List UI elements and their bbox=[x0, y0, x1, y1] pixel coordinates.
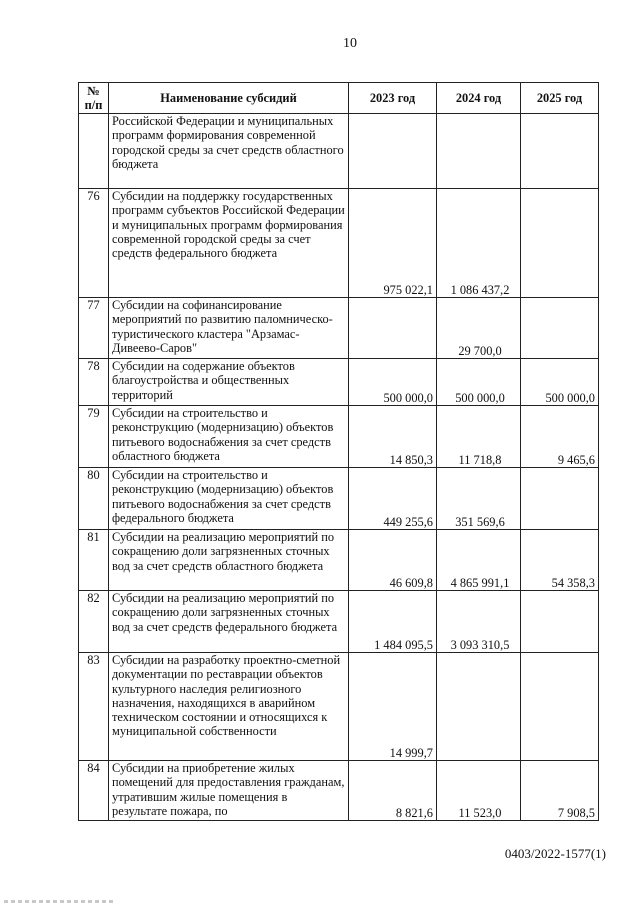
row-2025: 54 358,3 bbox=[521, 530, 599, 591]
row-name: Субсидии на приобретение жилых помещений для предоставления гражданам, утратившим жилые помещения в результате пожара, по bbox=[109, 761, 349, 821]
row-2024 bbox=[437, 114, 521, 189]
page-number: 10 bbox=[343, 36, 357, 51]
table-row bbox=[79, 761, 599, 821]
row-2024 bbox=[437, 653, 521, 761]
row-2025 bbox=[521, 653, 599, 761]
row-name: Субсидии на реализацию мероприятий по сокращению доли загрязненных сточных вод за счет средств федерального бюджета bbox=[109, 591, 349, 653]
table-row bbox=[79, 298, 599, 359]
row-2024: 500 000,0 bbox=[437, 359, 521, 406]
table-row bbox=[79, 468, 599, 530]
document-code: 0403/2022-1577(1) bbox=[504, 846, 606, 861]
table-row bbox=[79, 189, 599, 298]
row-num: 83 bbox=[79, 653, 109, 761]
row-num: 80 bbox=[79, 468, 109, 530]
row-2023: 14 999,7 bbox=[349, 653, 437, 761]
row-2023: 975 022,1 bbox=[349, 189, 437, 298]
row-2023: 8 821,6 bbox=[349, 761, 437, 821]
table-row bbox=[79, 359, 599, 406]
row-2024: 4 865 991,1 bbox=[437, 530, 521, 591]
header-2023: 2023 год bbox=[349, 83, 437, 114]
header-num: № п/п bbox=[79, 83, 109, 114]
row-num: 79 bbox=[79, 406, 109, 468]
row-2025 bbox=[521, 189, 599, 298]
row-num: 76 bbox=[79, 189, 109, 298]
row-name: Субсидии на строительство и реконструкцию (модернизацию) объектов питьевого водоснабжения за счет средств областного бюджета bbox=[109, 406, 349, 468]
row-2024: 29 700,0 bbox=[437, 298, 521, 359]
row-2023: 449 255,6 bbox=[349, 468, 437, 530]
row-2024: 11 523,0 bbox=[437, 761, 521, 821]
scan-edge-mark bbox=[4, 900, 114, 903]
row-2024: 11 718,8 bbox=[437, 406, 521, 468]
row-2025: 500 000,0 bbox=[521, 359, 599, 406]
row-2024: 1 086 437,2 bbox=[437, 189, 521, 298]
row-num: 77 bbox=[79, 298, 109, 359]
table-row bbox=[79, 530, 599, 591]
header-2025: 2025 год bbox=[521, 83, 599, 114]
table-row bbox=[79, 653, 599, 761]
row-name: Субсидии на разработку проектно-сметной документации по реставрации объектов культурного наследия религиозного назначения, находящихся в аварийном техническом состоянии и относящихся к муниципальной собственности bbox=[109, 653, 349, 761]
row-2023: 46 609,8 bbox=[349, 530, 437, 591]
row-2023: 500 000,0 bbox=[349, 359, 437, 406]
row-2025: 9 465,6 bbox=[521, 406, 599, 468]
row-2023 bbox=[349, 114, 437, 189]
row-2024: 3 093 310,5 bbox=[437, 591, 521, 653]
row-2023: 1 484 095,5 bbox=[349, 591, 437, 653]
row-num: 82 bbox=[79, 591, 109, 653]
subsidies-table bbox=[78, 82, 599, 821]
table-row bbox=[79, 591, 599, 653]
row-num: 84 bbox=[79, 761, 109, 821]
header-name: Наименование субсидий bbox=[109, 83, 349, 114]
row-2025 bbox=[521, 114, 599, 189]
row-num: 81 bbox=[79, 530, 109, 591]
row-2023: 14 850,3 bbox=[349, 406, 437, 468]
table-row bbox=[79, 406, 599, 468]
header-2024: 2024 год bbox=[437, 83, 521, 114]
row-2024: 351 569,6 bbox=[437, 468, 521, 530]
row-name: Российской Федерации и муниципальных программ формирования современной городской среды за счет средств областного бюджета bbox=[109, 114, 349, 189]
row-2025 bbox=[521, 298, 599, 359]
row-2025 bbox=[521, 468, 599, 530]
row-num bbox=[79, 114, 109, 189]
row-2025 bbox=[521, 591, 599, 653]
row-name: Субсидии на содержание объектов благоустройства и общественных территорий bbox=[109, 359, 349, 406]
table-row bbox=[79, 114, 599, 189]
row-name: Субсидии на софинансирование мероприятий по развитию паломническо-туристического кластера "Арзамас-Дивеево-Саров" bbox=[109, 298, 349, 359]
row-2023 bbox=[349, 298, 437, 359]
table-header-row bbox=[79, 83, 599, 114]
row-name: Субсидии на поддержку государственных программ субъектов Российской Федерации и муниципальных программ формирования современной городской среды за счет средств федерального бюджета bbox=[109, 189, 349, 298]
row-num: 78 bbox=[79, 359, 109, 406]
row-name: Субсидии на строительство и реконструкцию (модернизацию) объектов питьевого водоснабжения за счет средств федерального бюджета bbox=[109, 468, 349, 530]
row-2025: 7 908,5 bbox=[521, 761, 599, 821]
row-name: Субсидии на реализацию мероприятий по сокращению доли загрязненных сточных вод за счет средств областного бюджета bbox=[109, 530, 349, 591]
